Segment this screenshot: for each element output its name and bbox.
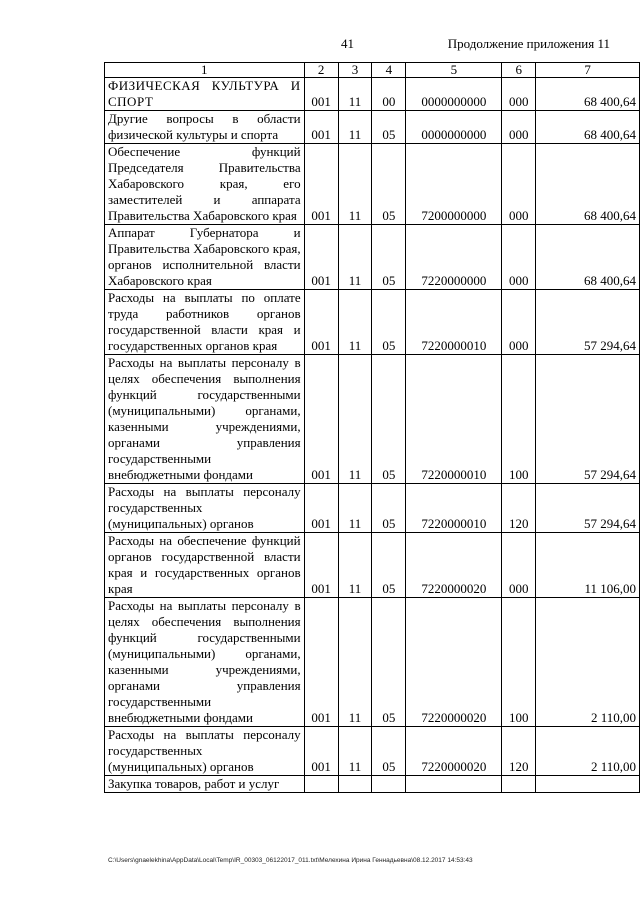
row-amount	[536, 776, 640, 793]
column-number: 6	[502, 63, 536, 78]
table-row	[105, 598, 640, 727]
row-code-c3	[338, 776, 372, 793]
row-code-c4: 05	[372, 598, 406, 727]
row-amount: 57 294,64	[536, 484, 640, 533]
row-amount: 57 294,64	[536, 290, 640, 355]
row-code-c4: 05	[372, 290, 406, 355]
row-code-c2: 001	[304, 290, 338, 355]
row-code-c6	[502, 776, 536, 793]
row-code-c5: 7220000010	[406, 484, 502, 533]
continuation-label: Продолжение приложения 11	[447, 36, 610, 51]
row-code-c4: 05	[372, 727, 406, 776]
row-code-c6: 000	[502, 111, 536, 144]
column-number: 1	[105, 63, 305, 78]
row-amount: 57 294,64	[536, 355, 640, 484]
row-code-c5: 0000000000	[406, 78, 502, 111]
column-number: 3	[338, 63, 372, 78]
row-name: Расходы на выплаты персоналу в целях обеспечения выполнения функций государственными (муниципальными) органами, казенными учреждениями, органами управления государственными внебюджетными фондами	[105, 355, 305, 484]
table-row	[105, 484, 640, 533]
row-code-c3: 11	[338, 78, 372, 111]
row-name: Расходы на выплаты персоналу государственных (муниципальных) органов	[105, 484, 305, 533]
table-row	[105, 144, 640, 225]
row-code-c2: 001	[304, 144, 338, 225]
row-code-c4: 00	[372, 78, 406, 111]
row-code-c2: 001	[304, 225, 338, 290]
row-amount: 11 106,00	[536, 533, 640, 598]
row-amount: 68 400,64	[536, 111, 640, 144]
row-code-c5	[406, 776, 502, 793]
row-code-c4	[372, 776, 406, 793]
row-code-c3: 11	[338, 290, 372, 355]
row-code-c4: 05	[372, 355, 406, 484]
row-amount: 68 400,64	[536, 144, 640, 225]
row-name: Обеспечение функций Председателя Правительства Хабаровского края, его заместителей и аппарата Правительства Хабаровского края	[105, 144, 305, 225]
row-code-c5: 7200000000	[406, 144, 502, 225]
row-code-c5: 7220000020	[406, 598, 502, 727]
row-amount: 2 110,00	[536, 727, 640, 776]
row-code-c5: 7220000020	[406, 727, 502, 776]
budget-table	[104, 62, 640, 793]
row-code-c6: 100	[502, 598, 536, 727]
row-name: Расходы на выплаты персоналу государственных (муниципальных) органов	[105, 727, 305, 776]
row-name: Другие вопросы в области физической культуры и спорта	[105, 111, 305, 144]
row-code-c5: 7220000010	[406, 290, 502, 355]
column-number: 7	[536, 63, 640, 78]
column-number: 2	[304, 63, 338, 78]
table-row	[105, 776, 640, 793]
row-code-c2: 001	[304, 533, 338, 598]
row-name: Аппарат Губернатора и Правительства Хабаровского края, органов исполнительной власти Хабаровского края	[105, 225, 305, 290]
row-code-c5: 7220000000	[406, 225, 502, 290]
row-code-c3: 11	[338, 225, 372, 290]
row-code-c3: 11	[338, 355, 372, 484]
row-code-c2	[304, 776, 338, 793]
row-amount: 68 400,64	[536, 225, 640, 290]
row-code-c2: 001	[304, 727, 338, 776]
page-header	[0, 36, 640, 56]
row-code-c6: 000	[502, 533, 536, 598]
row-code-c4: 05	[372, 484, 406, 533]
column-number: 5	[406, 63, 502, 78]
column-number-row	[105, 63, 640, 78]
row-code-c3: 11	[338, 727, 372, 776]
row-code-c6: 000	[502, 290, 536, 355]
row-name: Расходы на выплаты по оплате труда работников органов государственной власти края и государственных органов края	[105, 290, 305, 355]
row-code-c5: 7220000020	[406, 533, 502, 598]
row-code-c5: 7220000010	[406, 355, 502, 484]
row-code-c2: 001	[304, 111, 338, 144]
table-row	[105, 111, 640, 144]
row-code-c4: 05	[372, 144, 406, 225]
table-row	[105, 78, 640, 111]
row-code-c5: 0000000000	[406, 111, 502, 144]
row-code-c4: 05	[372, 225, 406, 290]
row-code-c4: 05	[372, 533, 406, 598]
row-name: Расходы на выплаты персоналу в целях обеспечения выполнения функций государственными (муниципальными) органами, казенными учреждениями, органами управления государственными внебюджетными фондами	[105, 598, 305, 727]
row-name: Расходы на обеспечение функций органов государственной власти края и государственных органов края	[105, 533, 305, 598]
row-amount: 2 110,00	[536, 598, 640, 727]
table-row	[105, 355, 640, 484]
row-code-c6: 000	[502, 144, 536, 225]
row-amount: 68 400,64	[536, 78, 640, 111]
row-code-c2: 001	[304, 598, 338, 727]
table-row	[105, 533, 640, 598]
row-code-c6: 000	[502, 225, 536, 290]
row-code-c2: 001	[304, 484, 338, 533]
table-row	[105, 290, 640, 355]
column-number: 4	[372, 63, 406, 78]
row-code-c6: 120	[502, 727, 536, 776]
table-row	[105, 225, 640, 290]
table-row	[105, 727, 640, 776]
row-code-c6: 000	[502, 78, 536, 111]
row-code-c2: 001	[304, 78, 338, 111]
row-name: Закупка товаров, работ и услуг	[105, 776, 305, 793]
row-code-c3: 11	[338, 111, 372, 144]
row-code-c4: 05	[372, 111, 406, 144]
row-code-c6: 100	[502, 355, 536, 484]
row-name: ФИЗИЧЕСКАЯ КУЛЬТУРА И СПОРТ	[105, 78, 305, 111]
row-code-c3: 11	[338, 533, 372, 598]
row-code-c3: 11	[338, 144, 372, 225]
row-code-c2: 001	[304, 355, 338, 484]
row-code-c6: 120	[502, 484, 536, 533]
page-number: 41	[341, 36, 354, 51]
row-code-c3: 11	[338, 484, 372, 533]
file-path-footer: C:\Users\gnaelekhina\AppData\Local\Temp\IR_00303_06122017_011.txt\Мелехина Ирина Геннадьевна\08.12.2017 14:53:43	[108, 857, 473, 864]
row-code-c3: 11	[338, 598, 372, 727]
